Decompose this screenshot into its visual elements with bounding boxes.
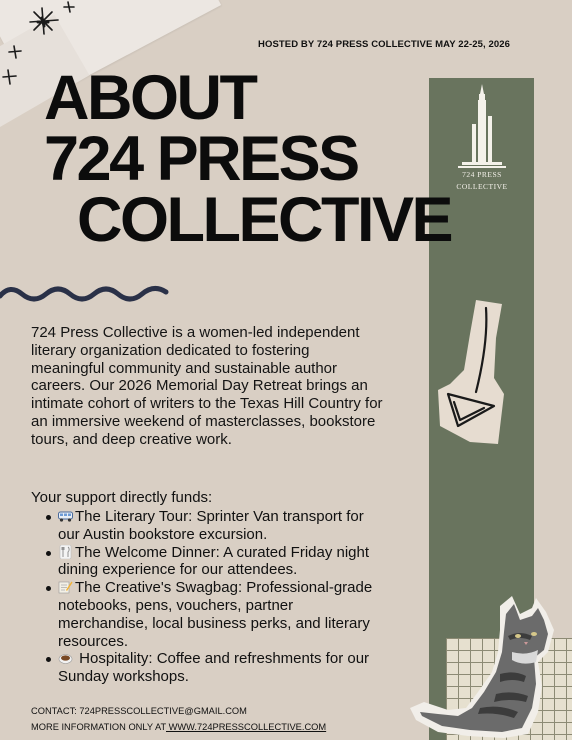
title-line-3: COLLECTIVE — [77, 185, 452, 255]
logo-text-line1: 724 PRESS — [462, 170, 502, 179]
contact-email-line: CONTACT: 724PRESSCOLLECTIVE@GMAIL.COM — [31, 706, 247, 716]
cat-photo-cutout — [408, 596, 572, 740]
squiggle-line-decoration — [0, 276, 170, 316]
tower-logo-icon — [448, 84, 516, 196]
more-info-prefix: MORE INFORMATION ONLY AT — [31, 722, 166, 732]
list-item-text: The Welcome Dinner: A curated Friday night dining experience for our attendees. — [58, 543, 370, 579]
fork-knife-icon — [58, 545, 73, 559]
website-link[interactable]: WWW.724PRESSCOLLECTIVE.COM — [166, 722, 327, 732]
title-line-2: 724 PRESS — [44, 124, 358, 194]
list-item — [46, 650, 376, 686]
torn-arrow-decoration — [436, 298, 506, 446]
hosted-by-line: HOSTED BY 724 PRESS COLLECTIVE MAY 22-25, 2026 — [258, 39, 511, 50]
van-icon — [58, 509, 73, 523]
page-title — [44, 63, 452, 255]
list-item — [46, 579, 376, 650]
logo-text-line2: COLLECTIVE — [456, 182, 508, 191]
title-line-1: ABOUT — [44, 63, 256, 133]
support-heading: Your support directly funds: — [31, 489, 213, 506]
contact-block — [31, 703, 326, 735]
coffee-icon — [58, 651, 73, 665]
list-item — [46, 544, 376, 580]
list-item-text: Hospitality: Coffee and refreshments for our Sunday workshops. — [58, 650, 370, 686]
memo-icon — [58, 580, 73, 594]
list-item-text: The Literary Tour: Sprinter Van transport for our Austin bookstore excursion. — [58, 508, 364, 543]
intro-text: 724 Press Collective is a women-led independent literary organization dedicated to fostering meaningful community and sustainable author careers. Our 2026 Memorial Day Retreat brings an intimate cohort of writers to the Texas Hill Country for an immersive weekend of masterclasses, bookstore tours, and deep creative work. — [31, 324, 383, 448]
more-info-line — [31, 719, 326, 735]
list-item — [46, 508, 376, 544]
support-list — [46, 508, 376, 686]
list-item-text: The Creative's Swagbag: Professional-grade notebooks, pens, vouchers, partner merchandise, local business perks, and literary resources. — [58, 579, 373, 650]
intro-paragraph — [31, 324, 386, 449]
